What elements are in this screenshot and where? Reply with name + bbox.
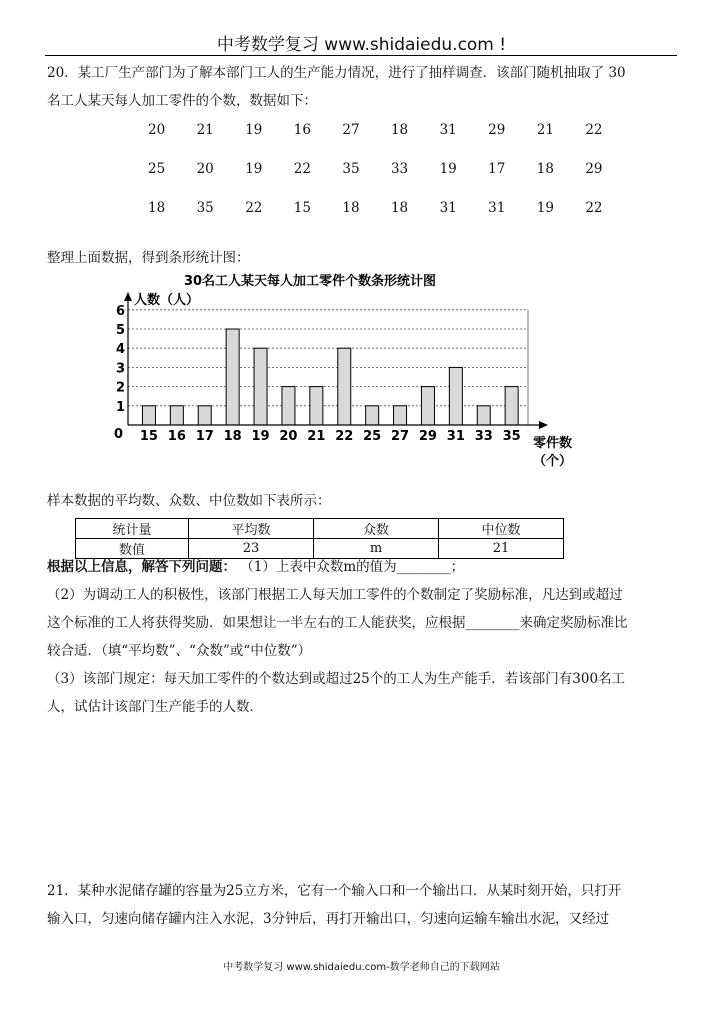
x-tick-label: 29: [418, 429, 437, 444]
data-cell: 19: [245, 122, 263, 138]
q-lead-line: [47, 552, 677, 582]
bar: [338, 348, 351, 425]
table-header-cell: 平均数: [189, 519, 314, 539]
q21-line1: 21．某种水泥储存罐的容量为25立方米，它有一个输入口和一个输出口．从某时刻开始，只打开: [47, 883, 622, 899]
bar: [421, 387, 434, 425]
data-cell: 29: [585, 161, 603, 177]
bar: [449, 367, 462, 425]
q20-intro-line1: 20．某工厂生产部门为了解本部门工人的生产能力情况，进行了抽样调查．该部门随机抽取了 30: [47, 65, 626, 81]
q21-line2: 输入口，匀速向储存罐内注入水泥，3分钟后，再打开输出口，匀速向运输车输出水泥，又经过: [47, 911, 610, 927]
data-cell: 21: [196, 122, 214, 138]
table-header-cell: 众数: [314, 519, 439, 539]
question-2-line3: 较合适．（填“平均数”、“众数”或“中位数”）: [47, 643, 312, 659]
bar: [170, 406, 183, 425]
data-cell: 15: [293, 200, 311, 216]
question-3-line1: （3）该部门规定：每天加工零件的个数达到或超过25个的工人为生产能手．若该部门有300名工: [47, 671, 626, 687]
chart-origin-label: 0: [114, 427, 124, 442]
chart-xunit: （个）: [533, 454, 573, 469]
x-tick-label: 22: [335, 429, 354, 444]
chart-yticks: [116, 304, 125, 415]
y-tick-label: 1: [116, 399, 126, 415]
question-3-line2: 人，试估计该部门生产能手的人数．: [47, 699, 263, 715]
data-cell: 35: [342, 161, 360, 177]
question-2-line2: 这个标准的工人将获得奖励．如果想让一半左右的工人能获奖，应根据________来确定奖励标准比: [47, 615, 628, 631]
chart-xticks: [140, 429, 521, 444]
question-1: （1）上表中众数m的值为________；: [240, 559, 465, 575]
table-intro: 样本数据的平均数、众数、中位数如下表所示：: [47, 493, 331, 509]
bar: [310, 387, 323, 425]
bar: [226, 329, 239, 425]
x-tick-label: 15: [139, 429, 158, 444]
page-footer: 中考数学复习 www.shidaiedu.com-数学老师自己的下载网站: [223, 962, 500, 973]
bar: [198, 406, 211, 425]
x-tick-label: 21: [307, 429, 326, 444]
bar: [142, 406, 155, 425]
x-tick-label: 18: [223, 429, 242, 444]
x-tick-label: 20: [279, 429, 298, 444]
bar: [254, 348, 267, 425]
data-cell: 18: [342, 200, 360, 216]
bar: [282, 387, 295, 425]
bar: [394, 406, 407, 425]
q20-intro-line2: 名工人某天每人加工零件的个数，数据如下：: [47, 93, 317, 109]
x-tick-label: 35: [502, 429, 521, 444]
page-header: 中考数学复习 www.shidaiedu.com !: [216, 35, 507, 55]
data-cell: 31: [488, 200, 506, 216]
chart-bars: [142, 329, 518, 425]
data-cell: 22: [245, 200, 263, 216]
chart-title: 30名工人某天每人加工零件个数条形统计图: [183, 274, 437, 289]
data-cell: 18: [390, 200, 409, 216]
chart-xlabel: 零件数: [533, 436, 573, 451]
chart-ylabel: 人数（人）: [134, 293, 200, 308]
bar: [505, 387, 518, 425]
x-tick-label: 33: [474, 429, 493, 444]
y-tick-label: 2: [116, 380, 126, 396]
table-row: [76, 519, 564, 539]
data-cell: 19: [245, 161, 263, 177]
data-cell: 22: [293, 161, 311, 177]
data-cell: 18: [536, 161, 554, 177]
data-cell: 17: [488, 161, 506, 177]
data-cell: 21: [536, 122, 554, 138]
data-cell: 31: [439, 122, 457, 138]
bar: [477, 406, 490, 425]
data-cell: 20: [196, 161, 214, 177]
y-tick-label: 6: [116, 303, 126, 319]
x-axis-arrow: [539, 421, 548, 429]
y-axis-arrow: [124, 292, 132, 301]
y-tick-label: 3: [116, 361, 126, 377]
data-cell: 18: [390, 122, 409, 138]
data-cell: 18: [148, 200, 166, 216]
organize-text: 整理上面数据，得到条形统计图：: [47, 250, 250, 266]
y-tick-label: 5: [116, 323, 126, 338]
x-tick-label: 19: [251, 429, 270, 444]
table-cell: 数值: [76, 539, 189, 559]
data-cell: 22: [585, 200, 603, 216]
bar-chart: [0, 0, 723, 480]
bar: [366, 406, 379, 425]
table-header-cell: 统计量: [76, 519, 189, 539]
questions-lead: 根据以上信息，解答下列问题：: [47, 559, 236, 575]
y-tick-label: 4: [116, 342, 126, 358]
data-cell: 20: [148, 122, 166, 138]
data-cell: 16: [293, 122, 311, 138]
data-cell: 19: [439, 161, 457, 177]
data-cell: 25: [148, 161, 166, 177]
question-2-line1: （2）为调动工人的积极性，该部门根据工人每天加工零件的个数制定了奖励标准，凡达到或超过: [47, 587, 623, 603]
data-cell: 27: [342, 122, 360, 138]
table-cell: 21: [439, 539, 564, 559]
data-cell: 19: [536, 200, 554, 216]
x-tick-label: 31: [446, 429, 465, 444]
x-tick-label: 25: [363, 429, 382, 444]
table-cell: 23: [189, 539, 314, 559]
chart-gridlines: [128, 310, 528, 425]
x-tick-label: 27: [391, 429, 410, 444]
data-cell: 35: [196, 200, 214, 216]
table-cell: m: [314, 539, 439, 559]
table-header-cell: 中位数: [439, 519, 564, 539]
data-cell: 33: [390, 161, 409, 177]
data-cell: 29: [488, 122, 506, 138]
x-tick-label: 16: [167, 429, 186, 444]
x-tick-label: 17: [195, 429, 214, 444]
data-cell: 22: [585, 122, 603, 138]
data-cell: 31: [439, 200, 457, 216]
